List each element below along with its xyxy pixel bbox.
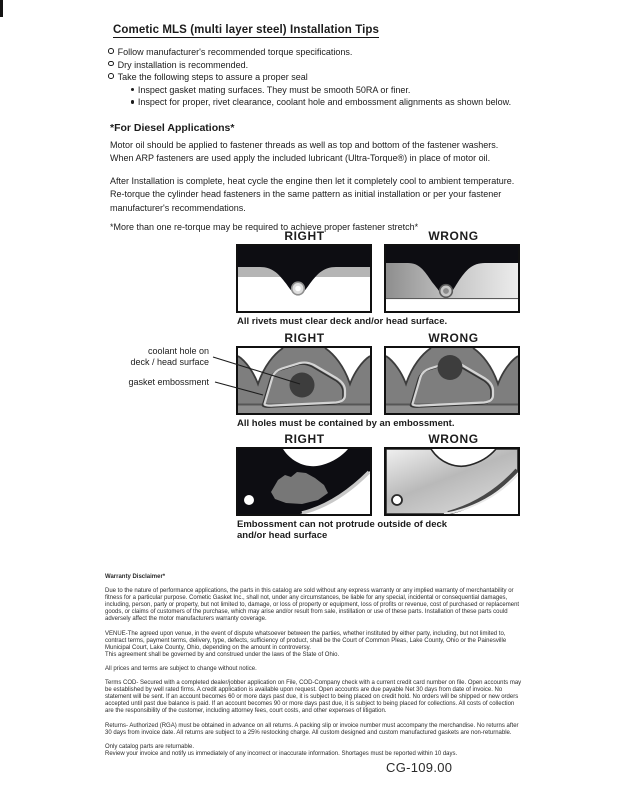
solid-bullet-icon xyxy=(131,88,134,91)
right-label: RIGHT xyxy=(284,432,325,446)
rivet-clearance-right-icon xyxy=(238,246,370,311)
bullet-text: Dry installation is recommended. xyxy=(117,59,249,70)
venue-paragraph: VENUE-The agreed upon venue, in the event of dispute whatsoever between the parties, whether instituted by either party, including, but not limited to, contract terms, payment terms, delivery, type, defects, sufficiency of product, shall be the Court of Common Pleas, Lake County, Ohio or the Painesville Municipal Court, Lake County, Ohio, depending on the amount in controversy. xyxy=(105,630,507,651)
open-bullet-icon xyxy=(108,61,114,67)
diagram-row-rivets xyxy=(236,229,522,327)
right-label: RIGHT xyxy=(284,229,325,243)
gasket-embossment-callout-label: gasket embossment xyxy=(128,377,209,387)
wrong-label: WRONG xyxy=(428,331,479,345)
coolant-hole-right-icon xyxy=(238,348,370,413)
caption-text: and/or head surface xyxy=(237,530,328,541)
wrong-label: WRONG xyxy=(428,229,479,243)
open-bullet-icon xyxy=(108,73,114,79)
wrong-label: WRONG xyxy=(428,432,479,446)
list-item xyxy=(108,71,518,84)
review-line: Review your invoice and notify us immediately of any incorrect or inaccurate information. Shortages must be reported within 10 days. xyxy=(105,750,458,757)
bullet-text: Take the following steps to assure a proper seal xyxy=(117,72,308,83)
bullet-text: Follow manufacturer's recommended torque specifications. xyxy=(117,47,353,57)
list-item xyxy=(108,46,518,59)
coolant-hole-wrong-icon xyxy=(386,348,518,413)
protrusion-right-icon xyxy=(238,449,370,514)
embossment-wrong-figure xyxy=(384,346,520,415)
coolant-hole-callout-label xyxy=(93,346,209,367)
diesel-paragraph-1: Motor oil should be applied to fastener threads as well as top and bottom of the fastener washers. When ARP fasteners are used apply the included lubricant (Ultra-Torque®) in place of motor oil. xyxy=(110,139,499,164)
list-item xyxy=(131,84,518,97)
solid-bullet-icon xyxy=(131,100,134,103)
rivet-wrong-figure xyxy=(384,244,520,313)
warranty-heading: Warranty Disclaimer* xyxy=(105,574,166,580)
bullet-text: Inspect for proper, rivet clearance, coolant hole and embossment alignments as shown below. xyxy=(137,97,512,108)
page-title: Cometic MLS (multi layer steel) Installation Tips xyxy=(113,24,380,36)
rivet-clearance-wrong-icon xyxy=(386,246,518,311)
agreement-line: This agreement shall be governed by and construed under the laws of the State of Ohio. xyxy=(105,651,340,658)
terms-paragraph: Terms COD- Secured with a completed dealer/jobber application on File, COD-Company check with a current credit card number on file. Open accounts may be established by well rated firms. A credit application is available upon request. Open accounts are due payable Net 30 days from date of invoice. No statement will be sent. If an account becomes 60 or more days past due, it is subject to being placed on credit hold. No orders will be shipped or new orders accepted until past due balance is paid. If an account becomes 90 or more days past due, it is subject to being placed for collections. All costs of collection are the responsibility of the customer, including attorney fees, court costs, and other expenses of litigation. xyxy=(105,680,522,715)
rivet-right-figure xyxy=(236,244,372,313)
list-item xyxy=(108,59,518,72)
page-corner-mark xyxy=(0,0,3,17)
protrusion-wrong-figure xyxy=(384,447,520,516)
protrusion-wrong-icon xyxy=(386,449,518,514)
right-label: RIGHT xyxy=(284,331,325,345)
catalog-line: Only catalog parts are returnable. xyxy=(105,743,195,750)
callout-text: coolant hole on xyxy=(147,346,209,356)
coolant-caption: All holes must be contained by an embossment. xyxy=(237,418,455,429)
bullet-text: Inspect gasket mating surfaces. They must be smooth 50RA or finer. xyxy=(137,84,411,95)
diagram-row-protrusion xyxy=(236,432,522,541)
retorque-note: *More than one re-torque may be required to achieve proper fastener stretch* xyxy=(110,222,419,232)
embossment-right-figure xyxy=(236,346,372,415)
list-item xyxy=(131,96,518,109)
warranty-paragraph: Due to the nature of performance applications, the parts in this catalog are sold without any express warranty or any implied warranty of merchantability or fitness for a particular purpose. Cometic Gasket Inc., shall not, under any circumstances, be liable for any special, incidental or consequential damages, including, person, party or property, but not limited to, damage, or loss of property or equipment, loss of profits or revenue, cost of purchased or replacement goods, or claims of customers of the purchase, which may arise and/or result from sale, instillation or use of these parts. Installation of these parts could adversely affect the motor manufacturers warranty coverage. xyxy=(105,588,520,623)
protrusion-caption xyxy=(236,519,522,541)
diesel-applications-heading: *For Diesel Applications* xyxy=(110,121,235,134)
prices-line: All prices and terms are subject to change without notice. xyxy=(105,665,257,672)
caption-text: Embossment can not protrude outside of deck xyxy=(237,519,448,530)
protrusion-right-figure xyxy=(236,447,372,516)
rivet-caption: All rivets must clear deck and/or head surface. xyxy=(237,316,448,327)
tips-list xyxy=(110,46,518,109)
diagram-row-coolant-holes xyxy=(236,331,522,429)
diesel-paragraph-2: After Installation is complete, heat cycle the engine then let it completely cool to ambient temperature. Re-torque the cylinder head fasteners in the same pattern as initial installation or per your fastener manufacturer's recommendations. xyxy=(110,175,515,213)
warranty-disclaimer-section xyxy=(105,574,522,758)
returns-paragraph: Returns- Authorized (RGA) must be obtained in advance on all returns. A packing slip or invoice number must accompany the merchandise. No returns after 30 days from invoice date. All returns are subject to a 25% restocking charge. All custom designed and custom manufactured gaskets are non-returnable. xyxy=(105,722,519,736)
page-code: CG-109.00 xyxy=(386,760,453,775)
callout-text: deck / head surface xyxy=(130,356,209,367)
open-bullet-icon xyxy=(108,48,114,54)
installation-tips-section xyxy=(110,20,518,232)
